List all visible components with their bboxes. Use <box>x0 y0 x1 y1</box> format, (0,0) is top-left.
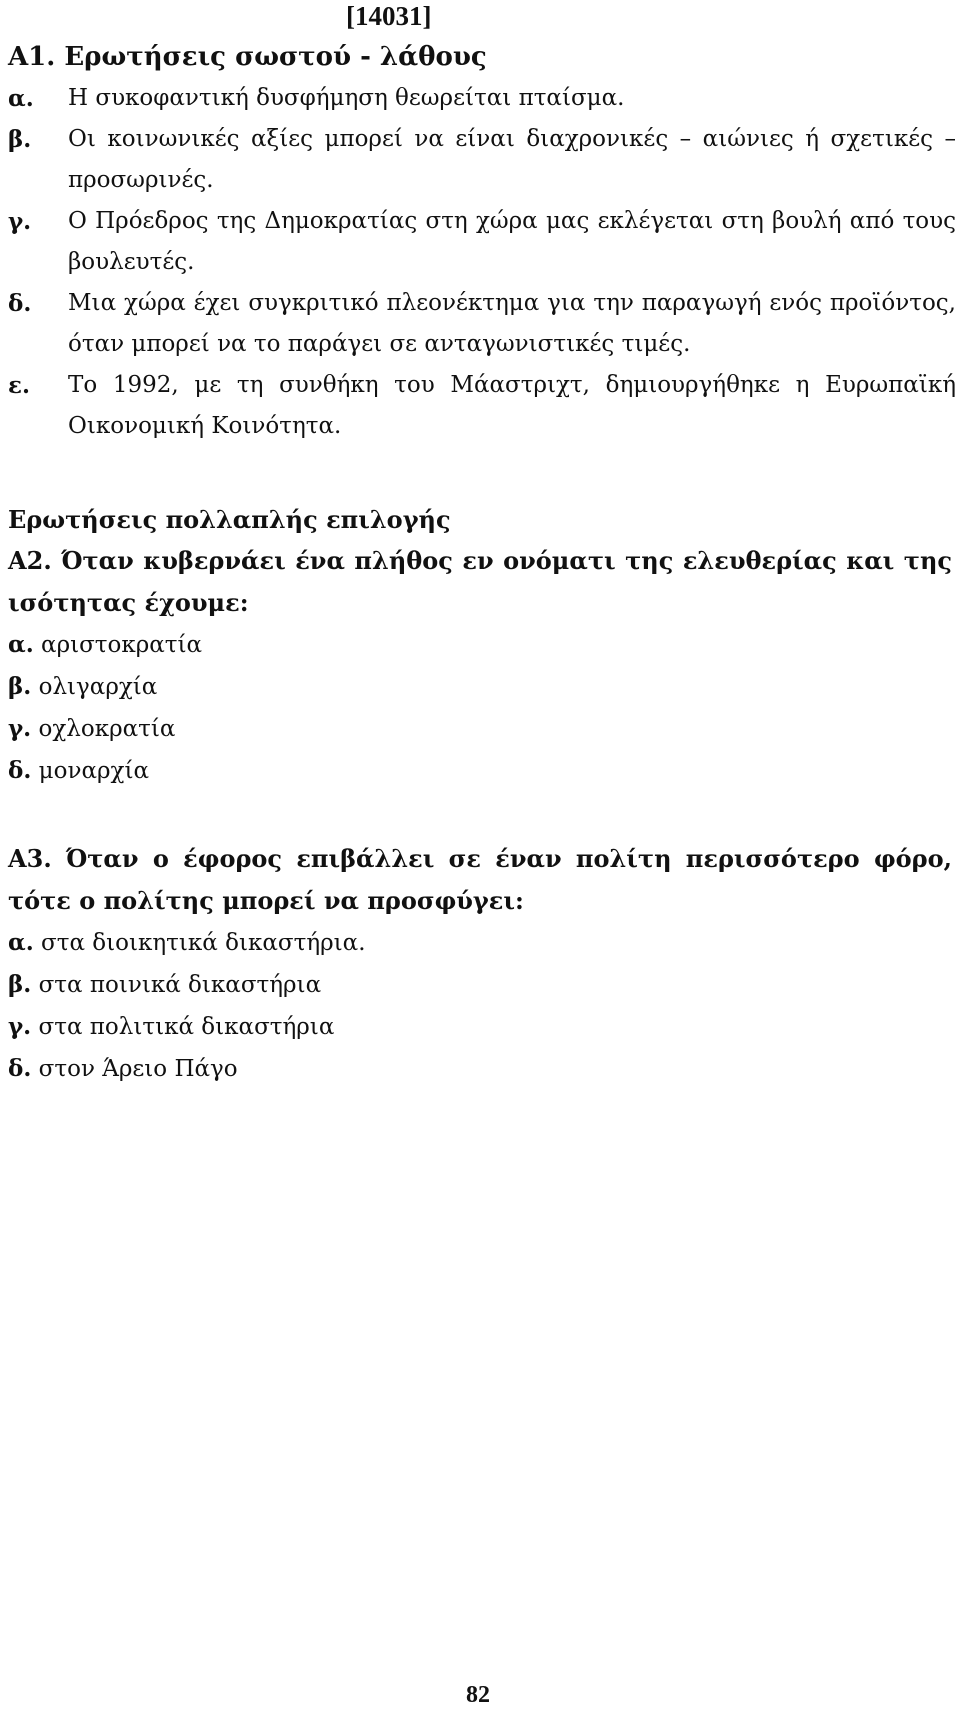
option-list <box>8 922 952 1090</box>
question-text <box>8 838 952 922</box>
true-false-item <box>8 119 956 201</box>
item-letter: β. <box>8 126 32 153</box>
true-false-item <box>8 283 956 365</box>
option-item <box>8 922 952 964</box>
item-letter: α. <box>8 85 34 112</box>
question-number: Α3. <box>8 844 52 873</box>
item-text: Ο Πρόεδρος της Δημοκρατίας στη χώρα μας εκλέγεται στη βουλή από τους βουλευτές. <box>68 208 956 275</box>
option-text: οχλοκρατία <box>38 716 176 742</box>
option-text: μοναρχία <box>38 758 149 784</box>
option-text: στα διοικητικά δικαστήρια. <box>41 930 366 956</box>
option-letter: γ. <box>8 1013 32 1040</box>
item-letter: δ. <box>8 290 32 317</box>
option-letter: β. <box>8 971 32 998</box>
question-a2 <box>8 540 952 792</box>
true-false-list <box>8 78 956 447</box>
multiple-choice-title: Ερωτήσεις πολλαπλής επιλογής <box>8 505 451 534</box>
option-letter: α. <box>8 631 34 658</box>
question-prompt: Όταν κυβερνάει ένα πλήθος εν ονόματι της ελευθερίας και της ισότητας έχουμε: <box>8 546 953 617</box>
page-number: 82 <box>466 1682 490 1708</box>
option-item <box>8 708 952 750</box>
option-text: στον Άρειο Πάγο <box>38 1056 238 1082</box>
item-text: Το 1992, με τη συνθήκη του Μάαστριχτ, δημιουργήθηκε η Ευρωπαϊκή Οικονομική Κοινότητα. <box>68 372 956 439</box>
option-item <box>8 1048 952 1090</box>
item-letter: γ. <box>8 208 32 235</box>
option-item <box>8 964 952 1006</box>
document-code: [14031] <box>346 1 432 31</box>
option-item <box>8 624 952 666</box>
question-number: Α2. <box>8 546 52 575</box>
item-text: Η συκοφαντική δυσφήμηση θεωρείται πταίσμα. <box>68 85 625 111</box>
option-text: ολιγαρχία <box>38 674 158 700</box>
true-false-item <box>8 78 956 119</box>
item-letter: ε. <box>8 372 30 399</box>
option-text: στα ποινικά δικαστήρια <box>38 972 322 998</box>
option-letter: γ. <box>8 715 32 742</box>
option-letter: α. <box>8 929 34 956</box>
question-prompt: Όταν ο έφορος επιβάλλει σε έναν πολίτη περισσότερο φόρο, τότε ο πολίτης μπορεί να προσφύγει: <box>8 844 952 915</box>
option-item <box>8 750 952 792</box>
true-false-item <box>8 201 956 283</box>
option-item <box>8 1006 952 1048</box>
question-text <box>8 540 952 624</box>
option-text: αριστοκρατία <box>41 632 203 658</box>
option-letter: δ. <box>8 1055 32 1082</box>
section-a1-heading: Α1. Ερωτήσεις σωστού - λάθους <box>8 42 487 72</box>
option-text: στα πολιτικά δικαστήρια <box>38 1014 335 1040</box>
true-false-item <box>8 365 956 447</box>
option-item <box>8 666 952 708</box>
option-letter: δ. <box>8 757 32 784</box>
item-text: Οι κοινωνικές αξίες μπορεί να είναι διαχρονικές – αιώνιες ή σχετικές – προσωρινές. <box>68 126 956 193</box>
option-letter: β. <box>8 673 32 700</box>
item-text: Μια χώρα έχει συγκριτικό πλεονέκτημα για την παραγωγή ενός προϊόντος, όταν μπορεί να το παράγει σε ανταγωνιστικές τιμές. <box>68 290 956 357</box>
question-a3 <box>8 838 952 1090</box>
option-list <box>8 624 952 792</box>
